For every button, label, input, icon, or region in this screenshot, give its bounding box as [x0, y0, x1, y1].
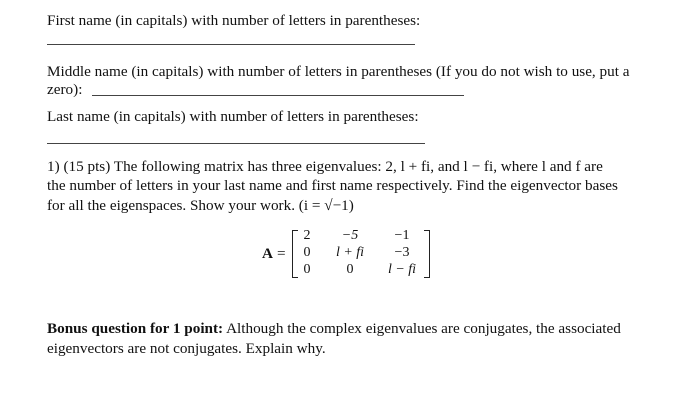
question-1-line-1: 1) (15 pts) The following matrix has three eigenvalues: 2, l + fi, and l − fi, where l and f are [47, 158, 603, 175]
bonus-text: Although the complex eigenvalues are conjugates, the associated [223, 320, 621, 337]
matrix-cell: −5 [341, 228, 359, 243]
first-name-label: First name (in capitals) with number of letters in parentheses: [47, 12, 421, 29]
question-1-line-3: for all the eigenspaces. Show your work. (i = √−1) [47, 197, 354, 214]
middle-name-label: Middle name (in capitals) with number of letters in parentheses (If you do not wish to use, put a [47, 63, 630, 80]
last-name-label: Last name (in capitals) with number of letters in parentheses: [47, 108, 419, 125]
matrix-cell: 0 [303, 262, 311, 277]
question-1-line-2: the number of letters in your last name and first name respectively. Find the eigenvector bases [47, 177, 618, 194]
matrix-cell: 2 [303, 228, 311, 243]
bonus-question-line-2: eigenvectors are not conjugates. Explain why. [47, 340, 326, 357]
first-name-blank[interactable] [47, 44, 415, 45]
matrix-cell: −1 [394, 228, 410, 243]
middle-name-blank[interactable] [92, 95, 464, 96]
matrix-a [262, 228, 442, 282]
middle-name-label-cont: zero): [47, 81, 83, 98]
matrix-label: A [262, 245, 273, 262]
matrix-cell: l − fi [387, 262, 417, 277]
bonus-question-line-1 [47, 320, 621, 338]
matrix-cell: 0 [303, 245, 311, 260]
last-name-blank[interactable] [47, 143, 425, 144]
matrix-equals: = [277, 245, 286, 262]
bonus-heading: Bonus question for 1 point: [47, 320, 224, 337]
matrix-cell: l + fi [335, 245, 365, 260]
matrix-cell: −3 [394, 245, 410, 260]
matrix-left-bracket [292, 230, 298, 278]
matrix-cell: 0 [346, 262, 354, 277]
